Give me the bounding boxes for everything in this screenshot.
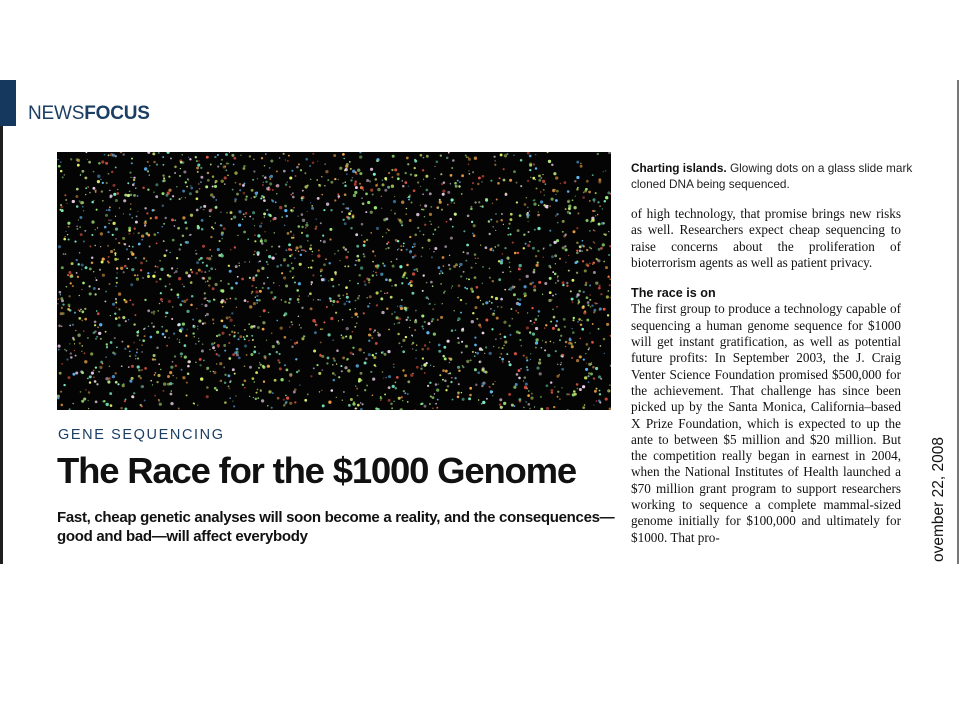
section-label-bold: FOCUS [84,103,150,124]
article-headline: The Race for the $1000 Genome [57,450,576,491]
body-paragraph-2: The first group to produce a technology capable of sequencing a human genome sequence for $1000 will get instant gratification, as well as potential future profits: In September 2003, the J. Craig Venter Science Foundation promised $500,000 for the achievement. That challenge has since been picked up by the Santa Monica, California–based X Prize Foundation, which is expected to up the ante to between $5 million and $20 million. But the competition really began in earnest in 2004, when the National Institutes of Health launched a $70 million grant program to support researchers working to sequence a complete mammal-sized genome initially for $100,000 and ultimately for $1000. That pro- [631,301,901,545]
body-subhead: The race is on [631,286,716,301]
glowing-dots-image [57,152,611,410]
page-left-edge [0,80,3,564]
body-paragraph-1: of high technology, that promise brings new risks as well. Researchers expect cheap sequencing to raise concerns about the proliferation of bioterrorism agents as well as patient privacy. [631,206,901,270]
article-body-column [631,206,901,546]
photo-caption [631,160,931,192]
sequencing-photo [57,152,611,410]
caption-lead: Charting islands. [631,161,727,175]
article-deck: Fast, cheap genetic analyses will soon become a reality, and the consequences—good and bad—will affect everybody [57,509,615,545]
date-sidebar [926,432,954,562]
section-color-bar [0,80,16,126]
caption-text: Glowing dots on a glass slide mark cloned DNA being sequenced. [631,161,913,191]
date-text: ovember 22, 2008 [930,437,947,562]
section-label [28,103,150,125]
page-right-edge [957,80,959,564]
article-kicker: GENE SEQUENCING [58,427,225,443]
section-label-light: NEWS [28,103,85,124]
article-page [0,80,960,564]
